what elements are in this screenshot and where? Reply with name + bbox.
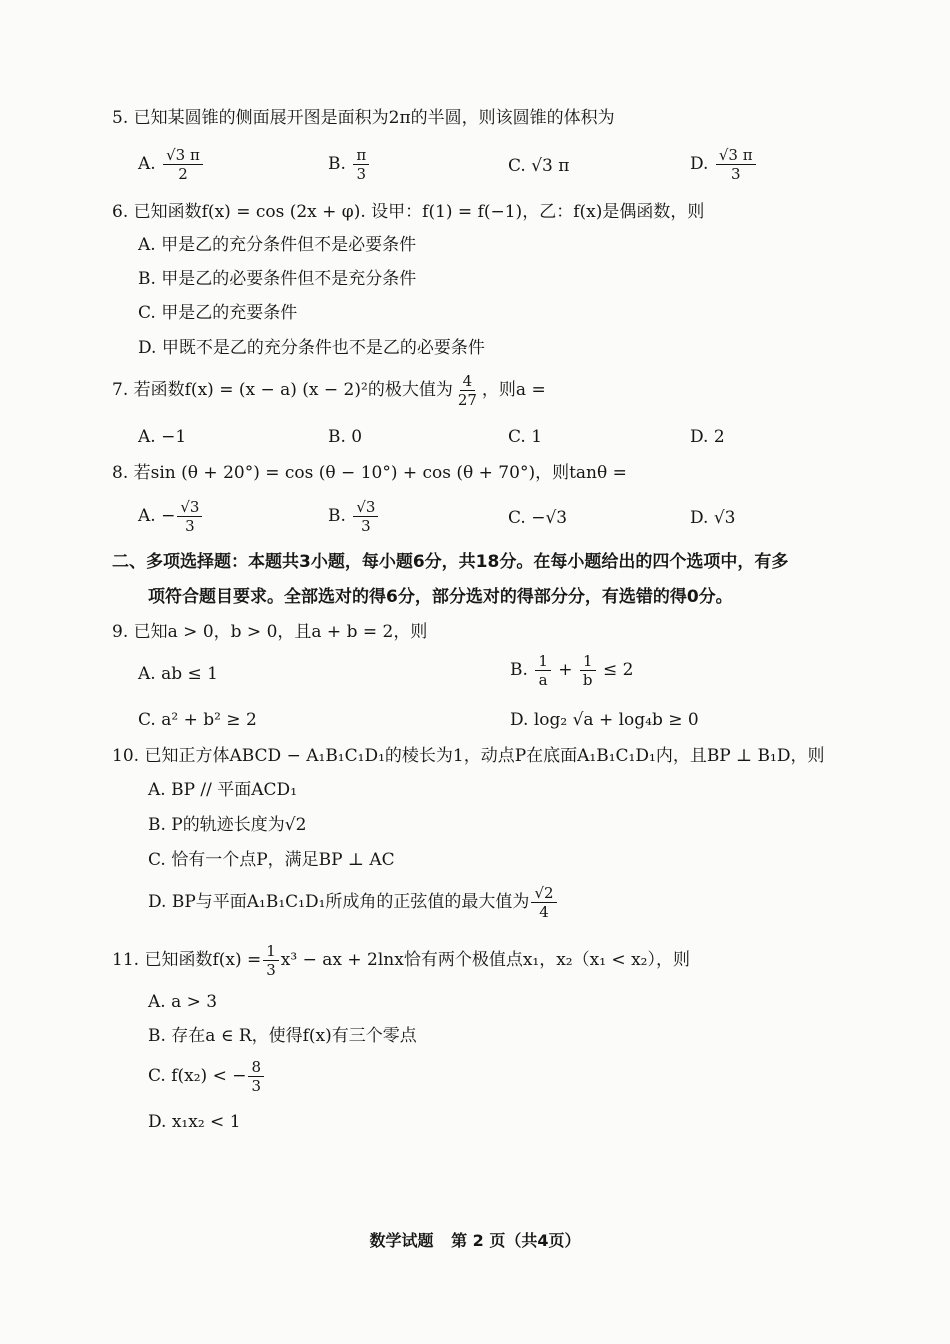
question-text: 若函数f(x) = (x − a) (x − 2)²的极大值为 bbox=[133, 380, 453, 400]
question-7-stem bbox=[112, 372, 546, 409]
fraction-denominator: b bbox=[582, 671, 593, 689]
fraction-numerator: π bbox=[353, 146, 369, 165]
fraction bbox=[580, 652, 596, 689]
option-c: C. 甲是乙的充要条件 bbox=[138, 303, 298, 323]
option-c: C. −√3 bbox=[508, 508, 568, 528]
fraction-numerator: √3 bbox=[177, 498, 202, 517]
option-text: √3 π bbox=[531, 156, 570, 176]
fraction-numerator: 4 bbox=[460, 372, 476, 391]
fraction bbox=[263, 942, 279, 979]
option-a bbox=[138, 146, 205, 183]
option-c: C. a² + b² ≥ 2 bbox=[138, 710, 257, 730]
fraction-denominator: 2 bbox=[178, 165, 188, 183]
fraction-denominator: 4 bbox=[539, 903, 549, 921]
fraction-denominator: 3 bbox=[730, 165, 741, 183]
fraction-numerator: √3 bbox=[353, 498, 378, 517]
fraction-denominator: 3 bbox=[266, 961, 276, 979]
question-number: 6. bbox=[112, 202, 129, 222]
option-a: A. a > 3 bbox=[148, 992, 218, 1012]
fraction-numerator: 1 bbox=[535, 652, 551, 671]
option-text: C. f(x₂) < − bbox=[148, 1066, 247, 1086]
fraction-denominator: 3 bbox=[356, 165, 367, 183]
fraction-numerator: √3 π bbox=[163, 146, 203, 165]
plus-sign: + bbox=[558, 660, 573, 680]
fraction bbox=[248, 1058, 264, 1095]
footer-subject: 数学试题 bbox=[369, 1231, 434, 1250]
fraction bbox=[455, 372, 480, 409]
option-d: D. √3 bbox=[690, 508, 736, 528]
option-a: A. BP // 平面ACD₁ bbox=[148, 780, 298, 800]
section-instructions: 项符合题目要求。全部选对的得6分，部分选对的得部分分，有选错的得0分。 bbox=[148, 587, 733, 607]
question-text-tail: ，则a = bbox=[481, 380, 546, 400]
question-8-stem bbox=[112, 461, 627, 485]
fraction-denominator: 27 bbox=[457, 391, 477, 409]
option-text-tail: ≤ 2 bbox=[602, 660, 634, 680]
fraction bbox=[353, 146, 369, 183]
option-label: B. bbox=[328, 506, 346, 526]
fraction bbox=[353, 498, 378, 535]
question-text: 已知a > 0，b > 0，且a + b = 2，则 bbox=[133, 622, 428, 642]
question-number: 8. bbox=[112, 463, 129, 483]
option-b: B. P的轨迹长度为√2 bbox=[148, 815, 307, 835]
option-a: A. 甲是乙的充分条件但不是必要条件 bbox=[138, 235, 417, 255]
question-9-stem bbox=[112, 620, 427, 644]
option-c bbox=[148, 1058, 266, 1095]
fraction bbox=[716, 146, 756, 183]
option-a: A. −1 bbox=[138, 427, 187, 447]
question-number: 5. bbox=[112, 108, 129, 128]
option-d: D. log₂ √a + log₄b ≥ 0 bbox=[510, 710, 699, 730]
option-c bbox=[508, 154, 569, 178]
question-text: 已知函数f(x) = bbox=[144, 950, 262, 970]
question-text: 已知正方体ABCD − A₁B₁C₁D₁的棱长为1，动点P在底面A₁B₁C₁D₁内，且BP ⊥ B₁D，则 bbox=[144, 746, 825, 766]
option-d: D. x₁x₂ < 1 bbox=[148, 1112, 241, 1132]
option-c: C. 恰有一个点P，满足BP ⊥ AC bbox=[148, 850, 395, 870]
option-label: B. bbox=[328, 154, 346, 174]
fraction bbox=[531, 884, 556, 921]
fraction-numerator: 8 bbox=[248, 1058, 264, 1077]
question-text: 已知函数f(x) = cos (2x + φ). 设甲：f(1) = f(−1)，乙：f(x)是偶函数，则 bbox=[133, 202, 705, 222]
option-d bbox=[148, 884, 559, 921]
question-text-tail: x³ − ax + 2lnx恰有两个极值点x₁，x₂（x₁ < x₂），则 bbox=[280, 950, 690, 970]
footer-page-number: 第 2 页（共4页） bbox=[451, 1231, 581, 1250]
option-label: C. bbox=[508, 156, 526, 176]
fraction-numerator: √3 π bbox=[716, 146, 756, 165]
option-b: B. 0 bbox=[328, 427, 363, 447]
fraction bbox=[163, 146, 203, 183]
question-number: 11. bbox=[112, 950, 140, 970]
fraction-denominator: 3 bbox=[185, 517, 195, 535]
option-b: B. 存在a ∈ R，使得f(x)有三个零点 bbox=[148, 1026, 417, 1046]
fraction-denominator: 3 bbox=[361, 517, 371, 535]
fraction-numerator: √2 bbox=[531, 884, 556, 903]
question-6-stem bbox=[112, 200, 704, 224]
fraction bbox=[535, 652, 551, 689]
question-text: 若sin (θ + 20°) = cos (θ − 10°) + cos (θ + 70°)，则tanθ = bbox=[133, 463, 627, 483]
fraction-denominator: a bbox=[538, 671, 548, 689]
question-number: 10. bbox=[112, 746, 140, 766]
question-5-stem bbox=[112, 106, 615, 130]
option-a bbox=[138, 498, 204, 535]
option-d bbox=[690, 146, 758, 183]
question-11-stem bbox=[112, 942, 690, 979]
page-footer bbox=[0, 1228, 950, 1251]
option-c: C. 1 bbox=[508, 427, 543, 447]
question-number: 7. bbox=[112, 380, 129, 400]
option-label: A. − bbox=[138, 506, 176, 526]
option-label: B. bbox=[510, 660, 528, 680]
option-b bbox=[328, 498, 380, 535]
option-label: A. bbox=[138, 154, 156, 174]
option-b bbox=[510, 652, 633, 689]
fraction-numerator: 1 bbox=[263, 942, 279, 961]
option-d: D. 甲既不是乙的充分条件也不是乙的必要条件 bbox=[138, 338, 485, 358]
question-10-stem bbox=[112, 744, 824, 768]
fraction bbox=[177, 498, 202, 535]
fraction-denominator: 3 bbox=[251, 1077, 262, 1095]
fraction-numerator: 1 bbox=[580, 652, 596, 671]
option-d: D. 2 bbox=[690, 427, 725, 447]
question-text: 已知某圆锥的侧面展开图是面积为2π的半圆，则该圆锥的体积为 bbox=[133, 108, 615, 128]
option-text: D. BP与平面A₁B₁C₁D₁所成角的正弦值的最大值为 bbox=[148, 892, 530, 912]
option-label: D. bbox=[690, 154, 709, 174]
option-b bbox=[328, 146, 371, 183]
option-a: A. ab ≤ 1 bbox=[138, 664, 218, 684]
section-heading: 二、多项选择题：本题共3小题，每小题6分，共18分。在每小题给出的四个选项中，有多 bbox=[112, 552, 789, 572]
question-number: 9. bbox=[112, 622, 129, 642]
option-b: B. 甲是乙的必要条件但不是充分条件 bbox=[138, 269, 417, 289]
